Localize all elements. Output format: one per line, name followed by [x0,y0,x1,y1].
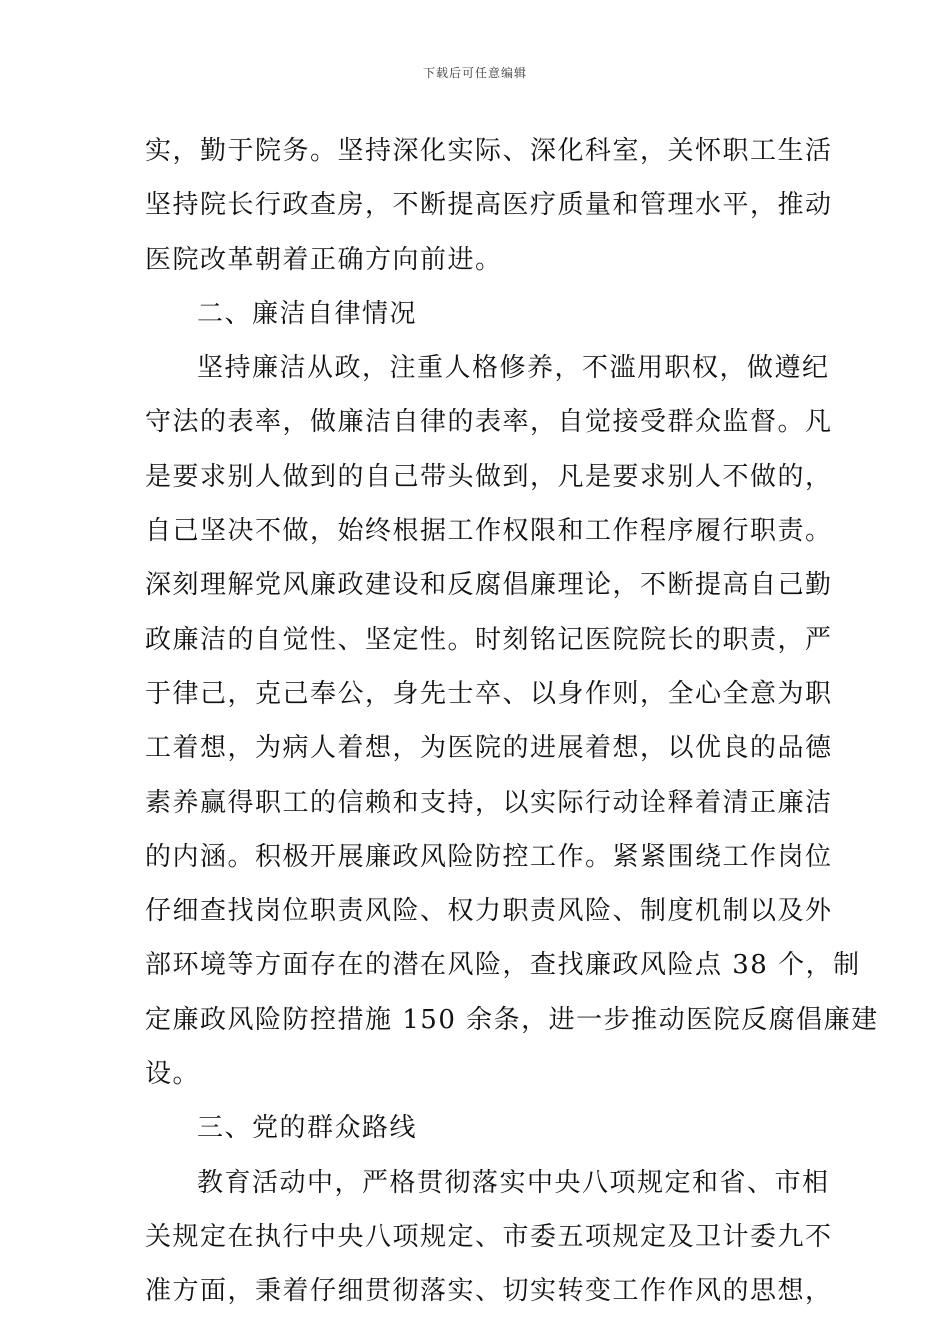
text-line: 工着想，为病人着想，为医院的进展着想，以优良的品德 [145,733,833,764]
text-line: 于律己，克己奉公，身先士卒、以身作则，全心全意为职 [145,678,833,709]
page-header: 下载后可任意编辑 [422,66,527,80]
text-line: 是要求别人做到的自己带头做到，凡是要求别人不做的， [145,461,833,492]
text-line: 素养赢得职工的信赖和支持，以实际行动诠释着清正廉洁 [145,787,833,818]
text-line: 医院改革朝着正确方向前进。 [145,244,503,275]
text-line: 守法的表率，做廉洁自律的表率，自觉接受群众监督。凡 [145,407,833,438]
text-line: 政廉洁的自觉性、坚定性。时刻铭记医院院长的职责，严 [145,624,833,655]
text-line: 定廉政风险防控措施 150 余条，进一步推动医院反腐倡廉建 [145,1004,879,1035]
text-line: 仔细查找岗位职责风险、权力职责风险、制度机制以及外 [145,896,833,927]
document-body [145,124,879,1319]
text-line: 设。 [145,1059,201,1090]
text-line: 坚持廉洁从政，注重人格修养，不滥用职权，做遵纪 [197,353,830,384]
text-line: 坚持院长行政查房，不断提高医疗质量和管理水平，推动 [145,190,833,221]
text-line: 关规定在执行中央八项规定、市委五项规定及卫计委九不 [145,1221,833,1252]
text-line: 的内涵。积极开展廉政风险防控工作。紧紧围绕工作岗位 [145,841,833,872]
text-line: 自己坚决不做，始终根据工作权限和工作程序履行职责。 [145,516,833,547]
text-line: 部环境等方面存在的潜在风险，查找廉政风险点 38 个，制 [145,950,861,981]
text-line: 深刻理解党风廉政建设和反腐倡廉理论，不断提高自己勤 [145,570,833,601]
text-line: 三、党的群众路线 [197,1113,418,1144]
text-line: 准方面，秉着仔细贯彻落实、切实转变工作作风的思想， [145,1276,833,1307]
text-line: 二、廉洁自律情况 [197,298,418,329]
text-line: 教育活动中，严格贯彻落实中央八项规定和省、市相 [197,1167,830,1198]
text-line: 实，勤于院务。坚持深化实际、深化科室，关怀职工生活 [145,136,833,166]
